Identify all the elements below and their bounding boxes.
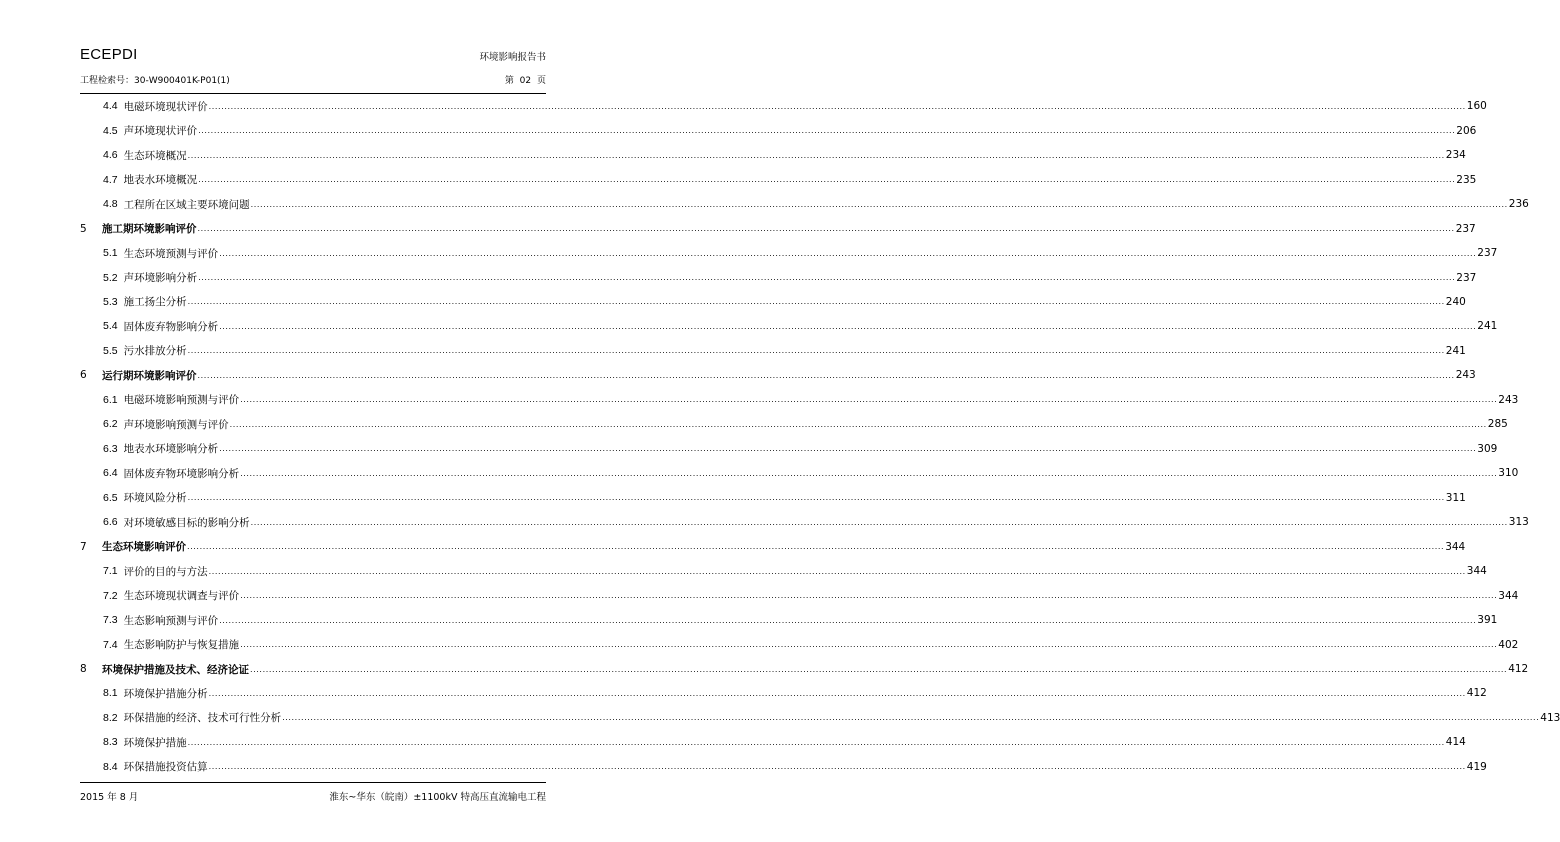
toc-entry-title: 污水排放分析 (123, 345, 187, 358)
toc-entry-number: 4.4 (103, 100, 118, 113)
footer-project-name: 淮东~华东（皖南）±1100kV 特高压直流输电工程 (329, 792, 546, 803)
toc-entry-page: 412 (1508, 663, 1529, 676)
toc-entry-page: 243 (1455, 369, 1476, 382)
toc-section-entry[interactable] (80, 608, 1498, 632)
toc-dot-leader: ................................................................................................................................................................................................................................................................................................................................................................................................................ (282, 713, 1540, 723)
toc-entry-title: 声环境影响预测与评价 (123, 418, 229, 431)
toc-entry-page: 240 (1445, 295, 1466, 308)
toc-section-entry[interactable] (80, 461, 1519, 485)
toc-section-entry[interactable] (80, 290, 1466, 314)
toc-section-entry[interactable] (80, 437, 1498, 461)
toc-entry-number: 5.1 (103, 247, 118, 260)
toc-entry-page: 391 (1477, 614, 1498, 627)
toc-dot-leader: ................................................................................................................................................................................................................................................................................................................................................................................................................ (240, 591, 1498, 601)
toc-entry-page: 237 (1456, 271, 1477, 284)
toc-entry-number: 5.3 (103, 295, 118, 308)
toc-entry-title: 生态环境预测与评价 (123, 247, 219, 260)
company-logo: ECEPDI (80, 46, 138, 63)
toc-entry-title: 声环境影响分析 (123, 272, 198, 285)
toc-chapter-entry[interactable] (80, 534, 1466, 558)
toc-entry-number: 5.5 (103, 344, 118, 357)
toc-dot-leader: ................................................................................................................................................................................................................................................................................................................................................................................................................ (219, 444, 1477, 454)
toc-entry-page: 311 (1445, 491, 1466, 504)
toc-section-entry[interactable] (80, 388, 1519, 412)
toc-entry-title: 施工期环境影响评价 (102, 223, 197, 236)
toc-dot-leader: ................................................................................................................................................................................................................................................................................................................................................................................................................ (219, 615, 1477, 625)
toc-section-entry[interactable] (80, 730, 1466, 754)
toc-entry-page: 309 (1477, 442, 1498, 455)
toc-entry-page: 234 (1445, 149, 1466, 162)
toc-entry-number: 8.2 (103, 711, 118, 724)
toc-dot-leader: ................................................................................................................................................................................................................................................................................................................................................................................................................ (187, 297, 1445, 307)
toc-entry-number: 6.3 (103, 442, 118, 455)
toc-entry-page: 285 (1487, 418, 1508, 431)
toc-entry-title: 生态影响防护与恢复措施 (123, 639, 240, 652)
toc-entry-page: 344 (1445, 540, 1466, 553)
toc-dot-leader: ................................................................................................................................................................................................................................................................................................................................................................................................................ (208, 762, 1466, 772)
table-of-contents (80, 94, 1560, 779)
toc-entry-number: 8.3 (103, 736, 118, 749)
toc-entry-title: 生态环境现状调查与评价 (123, 590, 240, 603)
toc-entry-page: 344 (1466, 565, 1487, 578)
toc-entry-title: 地表水环境影响分析 (123, 443, 219, 456)
toc-entry-number: 7.1 (103, 565, 118, 578)
toc-entry-number: 4.5 (103, 124, 118, 137)
toc-entry-title: 环保措施的经济、技术可行性分析 (123, 712, 282, 725)
toc-entry-number: 4.8 (103, 198, 118, 211)
toc-entry-number: 7.2 (103, 589, 118, 602)
toc-entry-page: 344 (1498, 589, 1519, 602)
toc-section-entry[interactable] (80, 314, 1498, 338)
toc-entry-number: 4.6 (103, 149, 118, 162)
toc-dot-leader: ................................................................................................................................................................................................................................................................................................................................................................................................................ (197, 224, 1455, 234)
toc-dot-leader: ................................................................................................................................................................................................................................................................................................................................................................................................................ (208, 101, 1466, 111)
toc-entry-number: 8.1 (103, 687, 118, 700)
toc-entry-title: 固体废弃物影响分析 (123, 320, 219, 333)
toc-entry-title: 生态环境概况 (123, 149, 187, 162)
toc-entry-number: 5.4 (103, 320, 118, 333)
toc-dot-leader: ................................................................................................................................................................................................................................................................................................................................................................................................................ (229, 419, 1487, 429)
report-name: 环境影响报告书 (479, 52, 546, 63)
toc-entry-page: 419 (1466, 760, 1487, 773)
toc-dot-leader: ................................................................................................................................................................................................................................................................................................................................................................................................................ (208, 566, 1466, 576)
toc-entry-title: 评价的目的与方法 (123, 565, 208, 578)
toc-entry-title: 固体废弃物环境影响分析 (123, 467, 240, 480)
toc-entry-number: 4.7 (103, 173, 118, 186)
toc-dot-leader: ................................................................................................................................................................................................................................................................................................................................................................................................................ (198, 126, 1456, 136)
toc-entry-number: 6 (80, 369, 87, 382)
toc-section-entry[interactable] (80, 412, 1508, 436)
toc-entry-number: 6.2 (103, 418, 118, 431)
toc-entry-number: 6.4 (103, 467, 118, 480)
toc-entry-number: 8 (80, 663, 87, 676)
toc-entry-title: 对环境敏感目标的影响分析 (123, 516, 250, 529)
toc-dot-leader: ................................................................................................................................................................................................................................................................................................................................................................................................................ (208, 688, 1466, 698)
footer-date: 2015 年 8 月 (80, 792, 139, 803)
toc-section-entry[interactable] (80, 192, 1529, 216)
toc-entry-number: 6.6 (103, 516, 118, 529)
toc-entry-title: 环保措施投资估算 (123, 761, 208, 774)
toc-section-entry[interactable] (80, 339, 1466, 363)
toc-entry-title: 施工扬尘分析 (123, 296, 187, 309)
toc-entry-page: 412 (1466, 687, 1487, 700)
toc-entry-page: 235 (1456, 173, 1477, 186)
toc-entry-page: 206 (1456, 124, 1477, 137)
toc-dot-leader: ................................................................................................................................................................................................................................................................................................................................................................................................................ (240, 468, 1498, 478)
toc-entry-number: 7.3 (103, 614, 118, 627)
toc-section-entry[interactable] (80, 241, 1498, 265)
toc-entry-number: 6.1 (103, 393, 118, 406)
toc-dot-leader: ................................................................................................................................................................................................................................................................................................................................................................................................................ (187, 346, 1445, 356)
toc-entry-number: 7 (80, 540, 87, 553)
toc-section-entry[interactable] (80, 510, 1529, 534)
toc-entry-number: 5.2 (103, 271, 118, 284)
toc-dot-leader: ................................................................................................................................................................................................................................................................................................................................................................................................................ (219, 248, 1477, 258)
toc-entry-page: 243 (1498, 393, 1519, 406)
toc-section-entry[interactable] (80, 755, 1487, 779)
toc-entry-title: 生态环境影响评价 (102, 541, 186, 554)
toc-entry-page: 241 (1445, 344, 1466, 357)
toc-section-entry[interactable] (80, 167, 1477, 191)
toc-entry-title: 电磁环境影响预测与评价 (123, 394, 240, 407)
toc-section-entry[interactable] (80, 559, 1487, 583)
toc-section-entry[interactable] (80, 118, 1477, 142)
toc-entry-page: 413 (1540, 711, 1560, 724)
toc-chapter-entry[interactable] (80, 657, 1529, 681)
toc-dot-leader: ................................................................................................................................................................................................................................................................................................................................................................................................................ (187, 542, 1445, 552)
toc-section-entry[interactable] (80, 583, 1519, 607)
toc-entry-number: 5 (80, 222, 87, 235)
document-number: 工程检索号：30-W900401K-P01(1) (80, 76, 230, 86)
toc-dot-leader: ................................................................................................................................................................................................................................................................................................................................................................................................................ (240, 395, 1498, 405)
toc-entry-title: 环境保护措施及技术、经济论证 (102, 663, 249, 676)
toc-entry-title: 运行期环境影响评价 (102, 369, 197, 382)
toc-entry-number: 6.5 (103, 491, 118, 504)
toc-section-entry[interactable] (80, 143, 1466, 167)
toc-entry-page: 237 (1455, 222, 1476, 235)
page-number: 第 02 页 (504, 76, 546, 86)
toc-entry-number: 8.4 (103, 760, 118, 773)
toc-entry-title: 地表水环境概况 (123, 174, 198, 187)
toc-section-entry[interactable] (80, 632, 1519, 656)
toc-entry-title: 工程所在区域主要环境问题 (123, 198, 250, 211)
toc-entry-page: 310 (1498, 467, 1519, 480)
toc-section-entry[interactable] (80, 706, 1560, 730)
toc-dot-leader: ................................................................................................................................................................................................................................................................................................................................................................................................................ (219, 321, 1477, 331)
toc-section-entry[interactable] (80, 265, 1477, 289)
toc-chapter-entry[interactable] (80, 216, 1476, 240)
toc-entry-title: 电磁环境现状评价 (123, 100, 208, 113)
toc-section-entry[interactable] (80, 486, 1466, 510)
toc-entry-page: 160 (1466, 100, 1487, 113)
toc-entry-number: 7.4 (103, 638, 118, 651)
toc-dot-leader: ................................................................................................................................................................................................................................................................................................................................................................................................................ (187, 737, 1445, 747)
toc-entry-title: 环境风险分析 (123, 492, 187, 505)
toc-section-entry[interactable] (80, 681, 1487, 705)
toc-dot-leader: ................................................................................................................................................................................................................................................................................................................................................................................................................ (250, 199, 1508, 209)
toc-dot-leader: ................................................................................................................................................................................................................................................................................................................................................................................................................ (250, 517, 1508, 527)
toc-dot-leader: ................................................................................................................................................................................................................................................................................................................................................................................................................ (250, 664, 1508, 674)
toc-entry-page: 402 (1498, 638, 1519, 651)
toc-entry-page: 237 (1477, 247, 1498, 260)
toc-entry-page: 414 (1445, 736, 1466, 749)
toc-entry-page: 236 (1508, 198, 1529, 211)
toc-entry-title: 声环境现状评价 (123, 125, 198, 138)
toc-dot-leader: ................................................................................................................................................................................................................................................................................................................................................................................................................ (240, 640, 1498, 650)
toc-entry-title: 生态影响预测与评价 (123, 614, 219, 627)
toc-entry-title: 环境保护措施 (123, 736, 187, 749)
toc-entry-title: 环境保护措施分析 (123, 687, 208, 700)
toc-dot-leader: ................................................................................................................................................................................................................................................................................................................................................................................................................ (187, 493, 1445, 503)
toc-entry-page: 313 (1508, 516, 1529, 529)
footer-rule (80, 782, 546, 783)
toc-dot-leader: ................................................................................................................................................................................................................................................................................................................................................................................................................ (187, 150, 1445, 160)
toc-dot-leader: ................................................................................................................................................................................................................................................................................................................................................................................................................ (197, 370, 1455, 380)
toc-entry-page: 241 (1477, 320, 1498, 333)
toc-dot-leader: ................................................................................................................................................................................................................................................................................................................................................................................................................ (198, 273, 1456, 283)
toc-dot-leader: ................................................................................................................................................................................................................................................................................................................................................................................................................ (198, 175, 1456, 185)
toc-section-entry[interactable] (80, 94, 1487, 118)
toc-chapter-entry[interactable] (80, 363, 1476, 387)
